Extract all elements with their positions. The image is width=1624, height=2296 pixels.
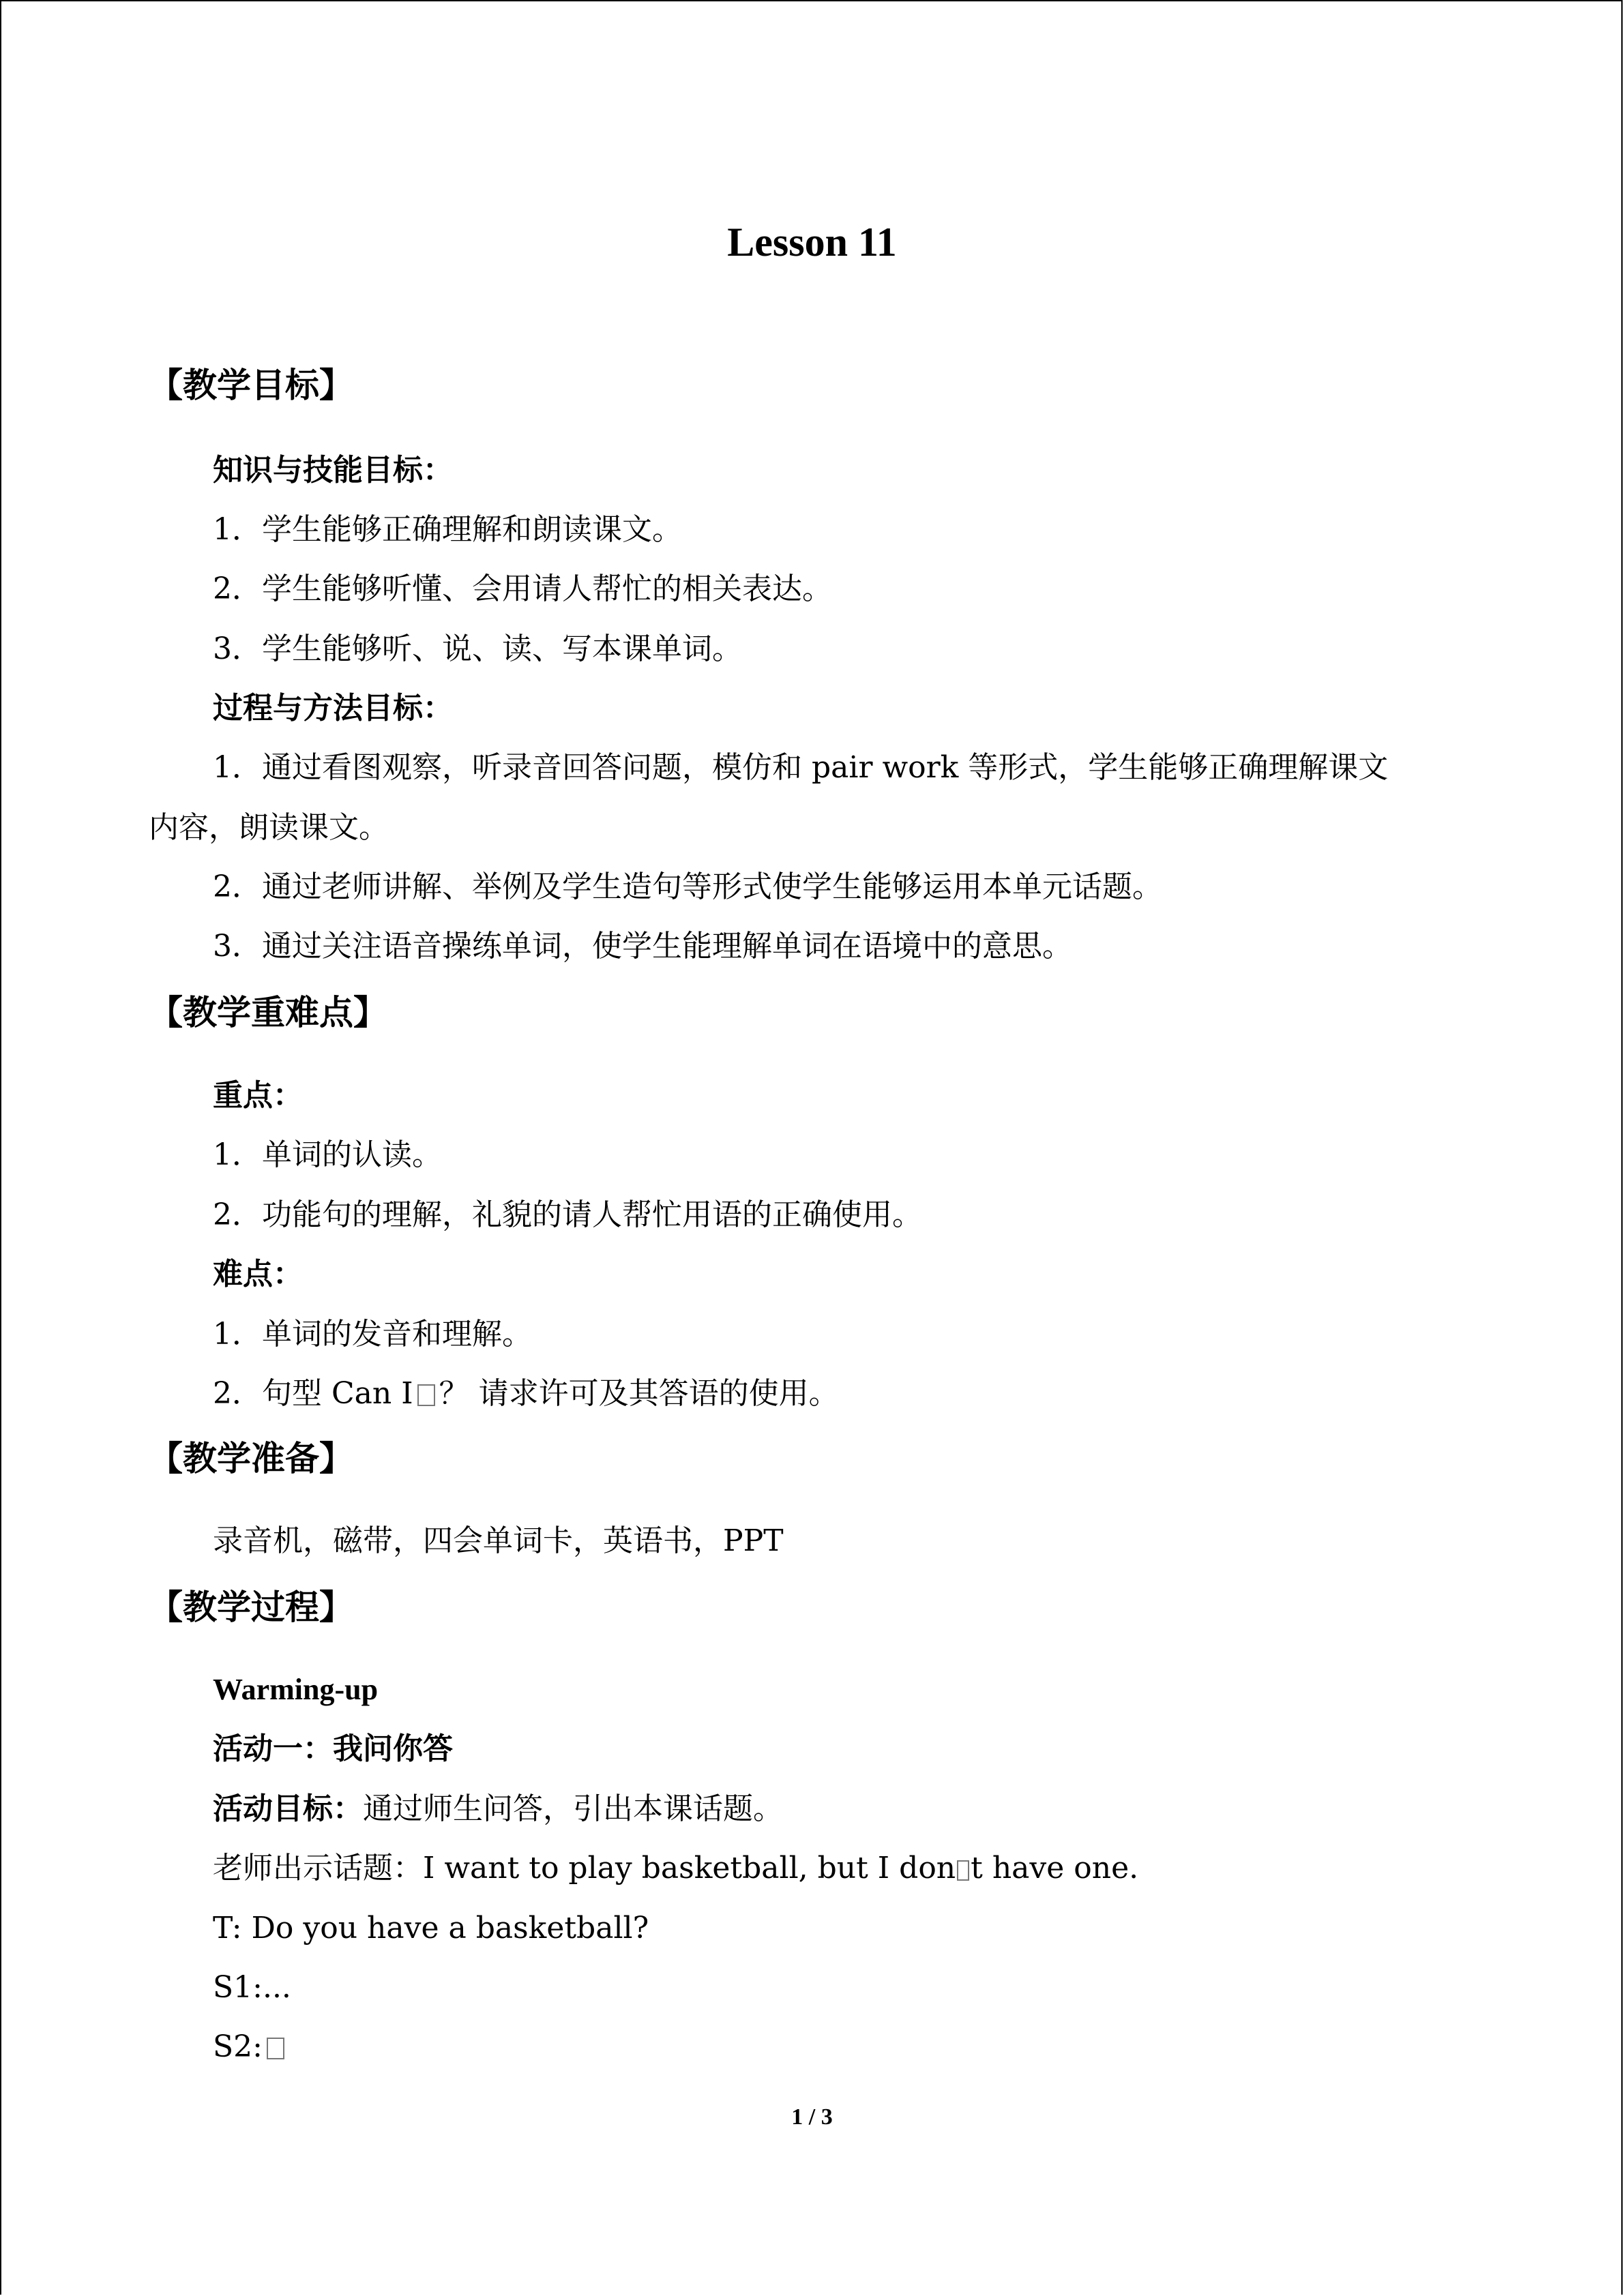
page-number: 1 / 3 xyxy=(791,2104,833,2130)
activity-goal xyxy=(213,1789,783,1830)
key-point-1: 1．单词的认读。 xyxy=(213,1137,442,1172)
teacher-topic-text-a: 老师出示话题：I want to play basketball, but I don xyxy=(213,1851,956,1885)
section-heading-process: 【教学过程】 xyxy=(149,1587,353,1627)
student-1-answer: S1:... xyxy=(213,1970,291,2005)
page-title: Lesson 11 xyxy=(727,220,897,265)
section-heading-goals: 【教学目标】 xyxy=(149,366,353,405)
activity-goal-text: 通过师生问答，引出本课话题。 xyxy=(363,1791,783,1826)
section-heading-prep: 【教学准备】 xyxy=(149,1439,353,1478)
hard-points-label: 难点： xyxy=(213,1257,303,1292)
process-item-1-line-2: 内容，朗读课文。 xyxy=(149,810,389,845)
teacher-topic-text-b: t have one. xyxy=(971,1851,1139,1885)
knowledge-item-3: 3．学生能够听、说、读、写本课单词。 xyxy=(213,631,742,666)
teacher-topic xyxy=(213,1848,1138,1889)
hard-point-1: 1．单词的发音和理解。 xyxy=(213,1317,532,1352)
activity-1-label: 活动一：我问你答 xyxy=(213,1731,453,1766)
student-2-text: S2: xyxy=(213,2029,263,2064)
process-item-2: 2．通过老师讲解、举例及学生造句等形式使学生能够运用本单元话题。 xyxy=(213,869,1162,904)
hard-point-2-text-b: ？ 请求许可及其答语的使用。 xyxy=(439,1376,839,1411)
key-points-label: 重点： xyxy=(213,1078,303,1113)
process-item-1-line-1: 1．通过看图观察，听录音回答问题，模仿和 pair work 等形式，学生能够正确理解课文 xyxy=(213,750,1389,785)
process-method-label: 过程与方法目标： xyxy=(213,691,453,726)
hard-point-2 xyxy=(213,1373,839,1414)
knowledge-label: 知识与技能目标： xyxy=(213,453,453,488)
hard-point-2-text-a: 2．句型 Can I xyxy=(213,1376,413,1411)
teacher-question: T: Do you have a basketball? xyxy=(213,1911,649,1945)
knowledge-item-2: 2．学生能够听懂、会用请人帮忙的相关表达。 xyxy=(213,571,832,606)
student-2-answer xyxy=(213,2027,289,2068)
placeholder-box-icon xyxy=(267,2038,284,2059)
prep-materials: 录音机，磁带，四会单词卡，英语书，PPT xyxy=(213,1523,784,1558)
knowledge-item-1: 1．学生能够正确理解和朗读课文。 xyxy=(213,512,682,547)
apostrophe-box-icon xyxy=(957,1860,969,1881)
placeholder-box-icon xyxy=(417,1384,435,1406)
activity-goal-label: 活动目标： xyxy=(213,1791,363,1826)
process-item-3: 3．通过关注语音操练单词，使学生能理解单词在语境中的意思。 xyxy=(213,929,1072,964)
warming-up-heading: Warming-up xyxy=(213,1673,379,1706)
key-point-2: 2．功能句的理解，礼貌的请人帮忙用语的正确使用。 xyxy=(213,1197,922,1232)
section-heading-difficulty: 【教学重难点】 xyxy=(149,993,387,1032)
